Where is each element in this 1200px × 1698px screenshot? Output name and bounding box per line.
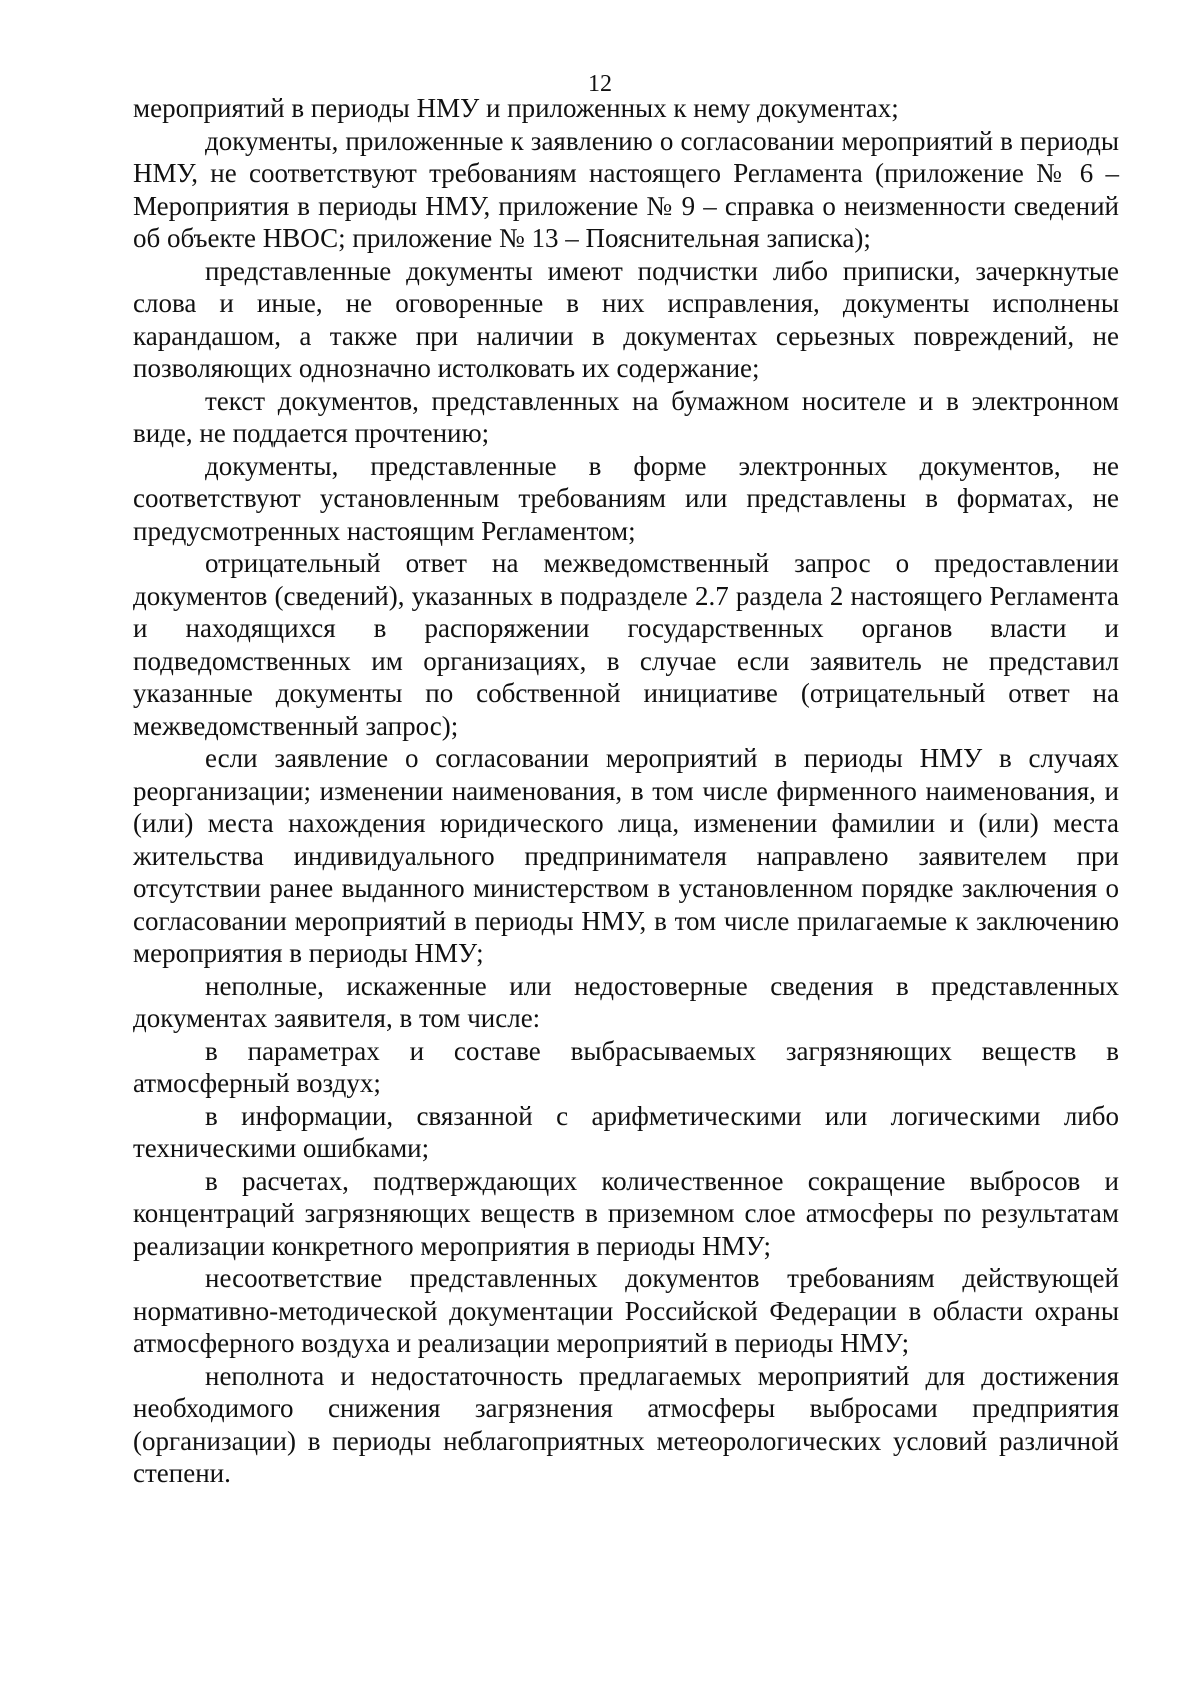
document-body <box>133 92 1119 1490</box>
paragraph-text-unreadable: текст документов, представленных на бумажном носителе и в электронном виде, не поддается прочтению; <box>133 385 1119 448</box>
paragraph-emission-parameters: в параметрах и составе выбрасываемых загрязняющих веществ в атмосферный воздух; <box>133 1035 1119 1098</box>
paragraph-electronic-documents: документы, представленные в форме электронных документов, не соответствуют установленным требованиям или представлены в форматах, не предусмотренных настоящим Регламентом; <box>133 450 1119 546</box>
paragraph-documents-noncompliant: документы, приложенные к заявлению о согласовании мероприятий в периоды НМУ, не соответствуют требованиям настоящего Регламента (приложение № 6 – Мероприятия в периоды НМУ, приложение № 9 – справка о неизменности сведений об объекте НВОС; приложение № 13 – Пояснительная записка); <box>133 125 1119 253</box>
paragraph-incomplete-info: неполные, искаженные или недостоверные сведения в представленных документах заявителя, в том числе: <box>133 970 1119 1033</box>
paragraph-negative-response: отрицательный ответ на межведомственный запрос о предоставлении документов (сведений), указанных в подразделе 2.7 раздела 2 настоящего Регламента и находящихся в распоряжении государственных органов власти и подведомственных им организациях, в случае если заявитель не представил указанные документы по собственной инициативе (отрицательный ответ на межведомственный запрос); <box>133 548 1119 741</box>
paragraph-documents-corrections: представленные документы имеют подчистки либо приписки, зачеркнутые слова и иные, не оговоренные в них исправления, документы исполнены карандашом, а также при наличии в документах серьезных повреждений, не позволяющих однозначно истолковать их содержание; <box>133 255 1119 383</box>
paragraph-reorganization: если заявление о согласовании мероприятий в периоды НМУ в случаях реорганизации; изменении наименования, в том числе фирменного наименования, и (или) места нахождения юридического лица, изменении фамилии и (или) места жительства индивидуального предпринимателя направлено заявителем при отсутствии ранее выданного министерством в установленном порядке заключения о согласовании мероприятий в периоды НМУ, в том числе прилагаемые к заключению мероприятия в периоды НМУ; <box>133 743 1119 968</box>
paragraph-insufficient-measures: неполнота и недостаточность предлагаемых мероприятий для достижения необходимого снижения загрязнения атмосферы выбросами предприятия (организации) в периоды неблагоприятных метеорологических условий различной степени. <box>133 1360 1119 1488</box>
paragraph-technical-errors: в информации, связанной с арифметическими или логическими либо техническими ошибками; <box>133 1100 1119 1163</box>
paragraph-continuation: мероприятий в периоды НМУ и приложенных к нему документах; <box>133 93 899 123</box>
page-number: 12 <box>588 71 612 97</box>
paragraph-calculations: в расчетах, подтверждающих количественное сокращение выбросов и концентраций загрязняющих веществ в приземном слое атмосферы по результатам реализации конкретного мероприятия в периоды НМУ; <box>133 1165 1119 1261</box>
paragraph-regulatory-mismatch: несоответствие представленных документов требованиям действующей нормативно-методической документации Российской Федерации в области охраны атмосферного воздуха и реализации мероприятий в периоды НМУ; <box>133 1263 1119 1358</box>
